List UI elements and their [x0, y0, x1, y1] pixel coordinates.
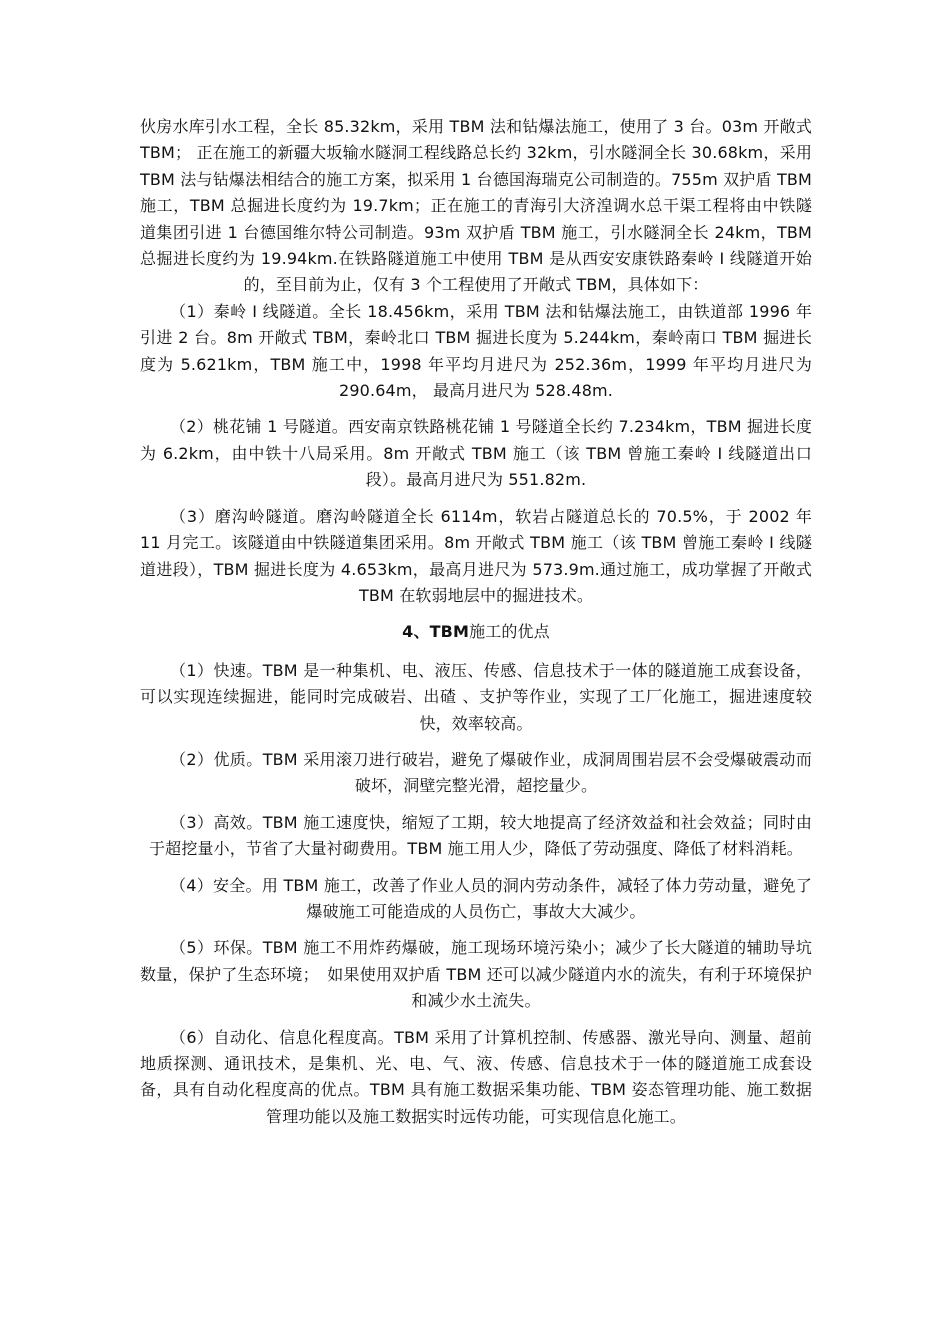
project-paragraph-taohuapu: （2）桃花铺 1 号隧道。西安南京铁路桃花铺 1 号隧道全长约 7.234km，TBM 掘进长度为 6.2km，由中铁十八局采用。8m 开敞式 TBM 施工（该 TBM 曾施工秦岭 I 线隧道出口段）。最高月进尺为 551.82m.	[140, 417, 812, 490]
section-heading-number: 4、	[402, 622, 430, 642]
advantage-paragraph-safety: （4）安全。用 TBM 施工，改善了作业人员的洞内劳动条件，减轻了体力劳动量，避免了爆破施工可能造成的人员伤亡，事故大大减少。	[170, 875, 812, 921]
advantage-paragraph-efficiency: （3）高效。TBM 施工速度快，缩短了工期，较大地提高了经济效益和社会效益；同时由于超挖量小，节省了大量衬砌费用。TBM 施工用人少，降低了劳动强度、降低了材料消耗。	[149, 812, 812, 859]
project-paragraph-qinling: （1）秦岭 I 线隧道。全长 18.456km，采用 TBM 法和钻爆法施工，由铁道部 1996 年引进 2 台。8m 开敞式 TBM，秦岭北口 TBM 掘进长度为 5.244km，秦岭南口 TBM 掘进长度为 5.621km，TBM 施工中，1998 年平均月进尺为 252.36m，1999 年平均月进尺为 290.64m， 最高月进尺为 528.48m.	[140, 301, 812, 401]
section-heading-text: 施工的优点	[469, 622, 550, 642]
advantage-paragraph-speed: （1）快速。TBM 是一种集机、电、液压、传感、信息技术于一体的隧道施工成套设备，可以实现连续掘进，能同时完成破岩、出碴 、支护等作业，实现了工厂化施工，掘进速度较快，效率较高。	[140, 660, 812, 733]
advantage-paragraph-quality: （2）优质。TBM 采用滚刀进行破岩，避免了爆破作业，成洞周围岩层不会受爆破震动而破坏，洞壁完整光滑，超挖量少。	[170, 749, 812, 796]
advantage-paragraph-automation: （6）自动化、信息化程度高。TBM 采用了计算机控制、传感器、激光导向、测量、超前地质探测、通讯技术，是集机、光、电、气、液、传感、信息技术于一体的隧道施工成套设备，具有自动化程度高的优点。TBM 具有施工数据采集功能、TBM 姿态管理功能、施工数据管理功能以及施工数据实时远传功能，可实现信息化施工。	[140, 1027, 812, 1126]
section-heading	[140, 619, 812, 645]
section-heading-tbm: TBM	[429, 622, 470, 642]
intro-paragraph: 伙房水库引水工程，全长 85.32km，采用 TBM 法和钻爆法施工，使用了 3 台。03m 开敞式 TBM； 正在施工的新疆大坂输水隧洞工程线路总长约 32km，引水隧洞全长 30.68km，采用 TBM 法与钻爆法相结合的施工方案，拟采用 1 台德国海瑞克公司制造的。755m 双护盾 TBM 施工，TBM 总掘进长度约为 19.7km；正在施工的青海引大济湟调水总干渠工程将由中铁隧道集团引进 1 台德国维尔特公司制造。93m 双护盾 TBM 施工，引水隧洞全长 24km，TBM 总掘进长度约为 19.94km.在铁路隧道施工中使用 TBM 是从西安安康铁路秦岭 I 线隧道开始的，至目前为止，仅有 3 个工程使用了开敞式 TBM，具体如下：	[140, 117, 812, 295]
document-body	[140, 114, 812, 1140]
advantage-paragraph-environment: （5）环保。TBM 施工不用炸药爆破，施工现场环境污染小；减少了长大隧道的辅助导坑数量，保护了生态环境； 如果使用双护盾 TBM 还可以减少隧道内水的流失，有利于环境保护和减少水土流失。	[140, 938, 812, 1011]
project-paragraph-mogouling: （3）磨沟岭隧道。磨沟岭隧道全长 6114m，软岩占隧道总长的 70.5%，于 2002 年 11 月完工。该隧道由中铁隧道集团采用。8m 开敞式 TBM 施工（该 TBM 曾施工秦岭 I 线隧道进段），TBM 掘进长度为 4.653km，最高月进尺为 573.9m.通过施工，成功掌握了开敞式 TBM 在软弱地层中的掘进技术。	[140, 506, 812, 605]
